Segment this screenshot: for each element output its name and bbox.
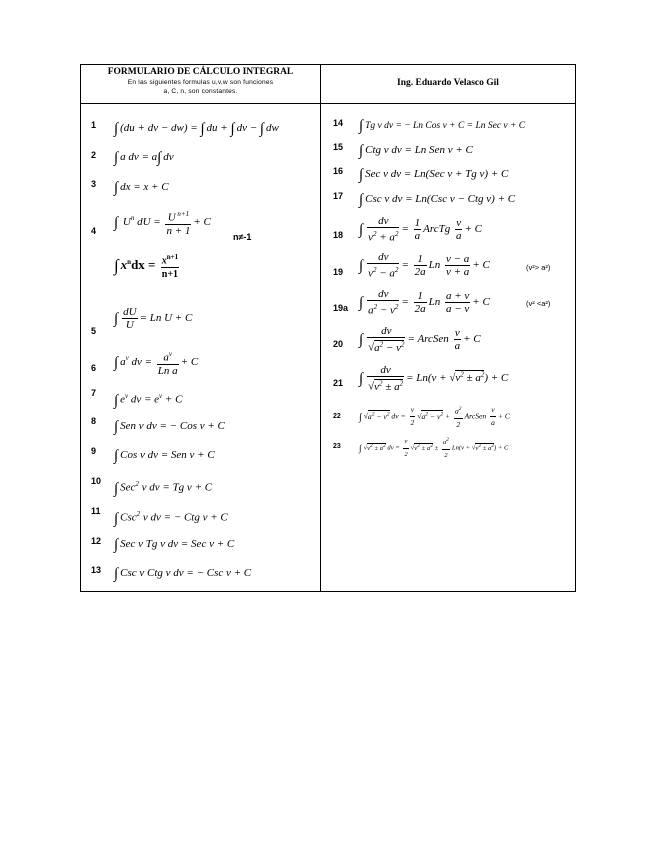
formula-number: 3	[91, 179, 97, 189]
sheet-author: Ing. Eduardo Velasco Gil	[397, 78, 499, 88]
formula-number: 21	[333, 378, 344, 388]
column-divider	[320, 65, 321, 591]
formula-number: 5	[91, 326, 97, 336]
formula-16: ∫ Sec v dv = Ln(Sec v + Tg v) + C	[359, 167, 509, 183]
formula-7: ∫ $e^v$ dv = $e^v + C$	[114, 392, 183, 409]
formula-number: 22	[333, 413, 341, 420]
formula-12: ∫ Sec v Tg v dv = Sec v + C	[114, 537, 235, 553]
formula-9: ∫ Cos v dv = Sen v + C	[114, 448, 215, 464]
formula-21: ∫ $\frac{dv}{√v^2 \pm a^2}$ = $Ln(v + √v^2 \pm a^2) + C$	[359, 364, 509, 393]
formula-number: 10	[91, 476, 102, 486]
formula-13: ∫ Csc v Ctg v dv = − Csc v + C	[114, 566, 252, 582]
formula-number: 15	[333, 142, 344, 152]
formula-14: ∫ Tg v dv = − Ln Cos v + C = Ln Sec v + C	[359, 118, 526, 134]
formula-19: ∫ $\frac{dv}{v^2 - a^2}$ = $\frac{1}{2a}$ Ln $\frac{v - a}{v + a}$ + C	[359, 251, 490, 280]
formula-4-bold: ∫ $x^ndx$ = $\frac{x^{n+1}}{n+1}$	[114, 253, 179, 281]
formula-number: 14	[333, 118, 344, 128]
formula-6: ∫ $a^v$ dv = $\frac{a^v}{\text{Ln a}}$ + C	[114, 350, 199, 377]
formula-23: ∫ $√v^2 \pm a^2$ dv = $\frac{v}{2}$ $√v^2 \pm a^2$ ± $\frac{a^2}{2}$ $Ln(v + √v^2 \pm a^2) + C$	[359, 434, 508, 462]
formula-number: 4	[91, 226, 97, 236]
header-row	[81, 65, 575, 104]
formula-number: 2	[91, 150, 97, 160]
formula-number: 7	[91, 388, 97, 398]
formula-number: 19a	[333, 303, 349, 313]
formula-number: 1	[91, 120, 97, 130]
formula-number: 16	[333, 166, 344, 176]
formula-number: 8	[91, 416, 97, 426]
formula-10: ∫ Sec$^2$ v dv = Tg v + C	[114, 480, 213, 497]
formula-1: ∫ (du + dv − dw) = ∫ du + ∫ dv − ∫ dw	[114, 121, 279, 137]
formula-number: 11	[91, 506, 101, 516]
formula-sheet	[80, 64, 576, 592]
header-left	[81, 67, 320, 96]
formula-number: 20	[333, 339, 344, 349]
formula-number: 9	[91, 446, 97, 456]
formula-22: ∫ $√a^2 - v^2$ dv = $\frac{v}{2}$ $√a^2 - v^2$ + $\frac{a^2}{2}$ ArcSen $\frac{v}{a}$ + C	[359, 403, 510, 431]
formula-number: 13	[91, 565, 102, 575]
formula-number: 6	[91, 363, 97, 373]
sheet-subtitle-1: En las siguientes formulas u,v,w son funciones	[127, 79, 274, 86]
formula-number: 18	[333, 230, 344, 240]
formula-3: ∫ dx = x + C	[114, 180, 169, 196]
formula-11: ∫ Csc$^2$ v dv = − Ctg v + C	[114, 510, 228, 527]
formula-19a: ∫ $\frac{dv}{a^2 - v^2}$ = $\frac{1}{2a}$ Ln $\frac{a + v}{a - v}$ + C	[359, 288, 490, 317]
formula-4: ∫ $U^n$ dU = $\frac{U ^{n+1}}{n + 1}$ + C	[114, 210, 211, 237]
formula-5: ∫ $\frac{dU}{U}$ = Ln U + C	[114, 306, 193, 331]
formula-17: ∫ Csc v dv = Ln(Csc v − Ctg v) + C	[359, 192, 516, 208]
sheet-subtitle-2: a, C, n, son constantes.	[163, 88, 238, 95]
formula-2: ∫ a dv = a∫ dv	[114, 150, 174, 166]
formula-number: 19	[333, 267, 344, 277]
formula-18: ∫ $\frac{dv}{v^2 + a^2}$ = $\frac{1}{a}$ ArcTg $\frac{v}{a}$ + C	[359, 215, 482, 244]
formula-15: ∫ Ctg v dv = Ln Sen v + C	[359, 143, 473, 159]
sheet-title: FORMULARIO DE CÁLCULO INTEGRAL	[107, 67, 294, 77]
condition-19: (v²> a²)	[526, 263, 551, 272]
condition-4: n≠-1	[233, 232, 252, 242]
formula-20: ∫ $\frac{dv}{√a^2 - v^2}$ = ArcSen $\frac{v}{a}$ + C	[359, 325, 481, 354]
formula-number: 23	[333, 443, 341, 450]
formula-8: ∫ Sen v dv = − Cos v + C	[114, 419, 225, 435]
formula-number: 12	[91, 536, 102, 546]
condition-19a: (v² <a²)	[526, 299, 551, 308]
formula-number: 17	[333, 191, 344, 201]
